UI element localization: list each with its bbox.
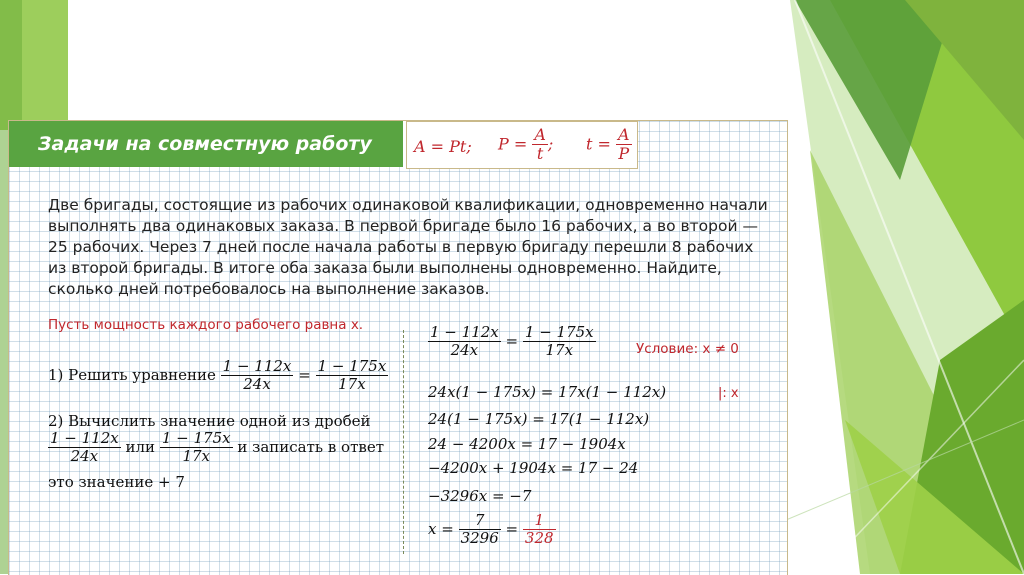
assumption-text: Пусть мощность каждого рабочего равна x. <box>48 317 364 333</box>
answer-num: 1 <box>523 512 556 530</box>
step-2-label: 2) Вычислить значение одной из дробей <box>48 412 371 430</box>
step-2-left-fraction <box>48 430 121 466</box>
step-2-fractions <box>48 430 384 466</box>
solution-line-4: −4200x + 1904x = 17 − 24 <box>428 459 639 477</box>
step-2-right-den: 17x <box>182 447 210 466</box>
slide-title: Задачи на совместную работу <box>38 133 372 155</box>
formula-power-end: ; <box>547 134 554 154</box>
divide-note: |: x <box>718 386 739 401</box>
line-6-num: 7 <box>459 512 501 530</box>
eq0-left-fraction <box>428 324 501 360</box>
step-2-or: или <box>125 437 156 456</box>
answer-den: 328 <box>524 529 554 548</box>
line-6-fraction <box>459 512 501 548</box>
step-1-right-num: 1 − 175x <box>317 357 387 375</box>
eq0-left-den: 24x <box>450 341 479 360</box>
solution-line-6 <box>428 512 556 548</box>
step-2-left-num: 1 − 112x <box>50 429 119 447</box>
step-2-left-den: 24x <box>70 447 99 466</box>
answer-fraction <box>523 512 556 548</box>
step-1-left-num: 1 − 112x <box>222 357 292 375</box>
step-1-right-fraction <box>316 358 389 394</box>
step-2-last: это значение + 7 <box>48 473 185 491</box>
step-1 <box>48 358 388 394</box>
line-6-equals: = <box>505 519 519 538</box>
eq0-left-num: 1 − 112x <box>430 323 499 341</box>
formula-time-num: A <box>618 125 630 144</box>
formula-power-fraction <box>532 126 548 164</box>
eq0-right-fraction <box>523 324 596 360</box>
step-1-label: 1) Решить уравнение <box>48 365 216 384</box>
formula-time-den: P <box>618 144 630 164</box>
solution-line-1: 24x(1 − 175x) = 17x(1 − 112x) <box>428 383 667 401</box>
formula-time-fraction <box>616 126 632 164</box>
line-6-lhs: x = <box>428 519 454 538</box>
line-6-den: 3296 <box>460 529 499 548</box>
problem-statement: Две бригады, состоящие из рабочих одинаковой квалификации, одновременно начали выполнять два одинаковых заказа. В первой бригаде было 16 рабочих, а во второй — 25 рабочих. Через 7 дней после начала работы в первую бригаду перешли 8 рабочих из второй бригады. В итоге оба заказа были выполнены одновременно. Найдите, сколько дней потребовалось на выполнение заказов. <box>48 196 768 298</box>
step-2-right-num: 1 − 175x <box>161 429 231 447</box>
eq0-right-den: 17x <box>545 341 574 360</box>
formula-power-time: A = Pt; <box>414 137 472 156</box>
formula-time <box>586 126 632 164</box>
step-2-right-fraction <box>160 430 233 466</box>
step-1-equals: = <box>298 365 311 384</box>
formula-power-den: t <box>536 144 544 164</box>
solution-line-3: 24 − 4200x = 17 − 1904x <box>428 435 626 453</box>
formula-power-num: A <box>534 125 546 144</box>
step-1-left-den: 24x <box>243 375 271 394</box>
solution-line-2: 24(1 − 175x) = 17(1 − 112x) <box>428 410 650 428</box>
step-1-right-den: 17x <box>338 375 366 394</box>
equation-start <box>428 324 596 360</box>
formula-power <box>498 126 553 164</box>
step-2-tail: и записать в ответ <box>237 437 384 456</box>
condition-text: Условие: x ≠ 0 <box>636 341 739 357</box>
step-1-left-fraction <box>221 358 294 394</box>
eq0-right-num: 1 − 175x <box>524 323 594 341</box>
formula-time-lhs: t = <box>586 134 611 154</box>
eq0-equals: = <box>505 331 519 350</box>
solution-line-5: −3296x = −7 <box>428 487 532 505</box>
column-separator <box>403 330 404 554</box>
formula-power-lhs: P = <box>498 134 528 154</box>
